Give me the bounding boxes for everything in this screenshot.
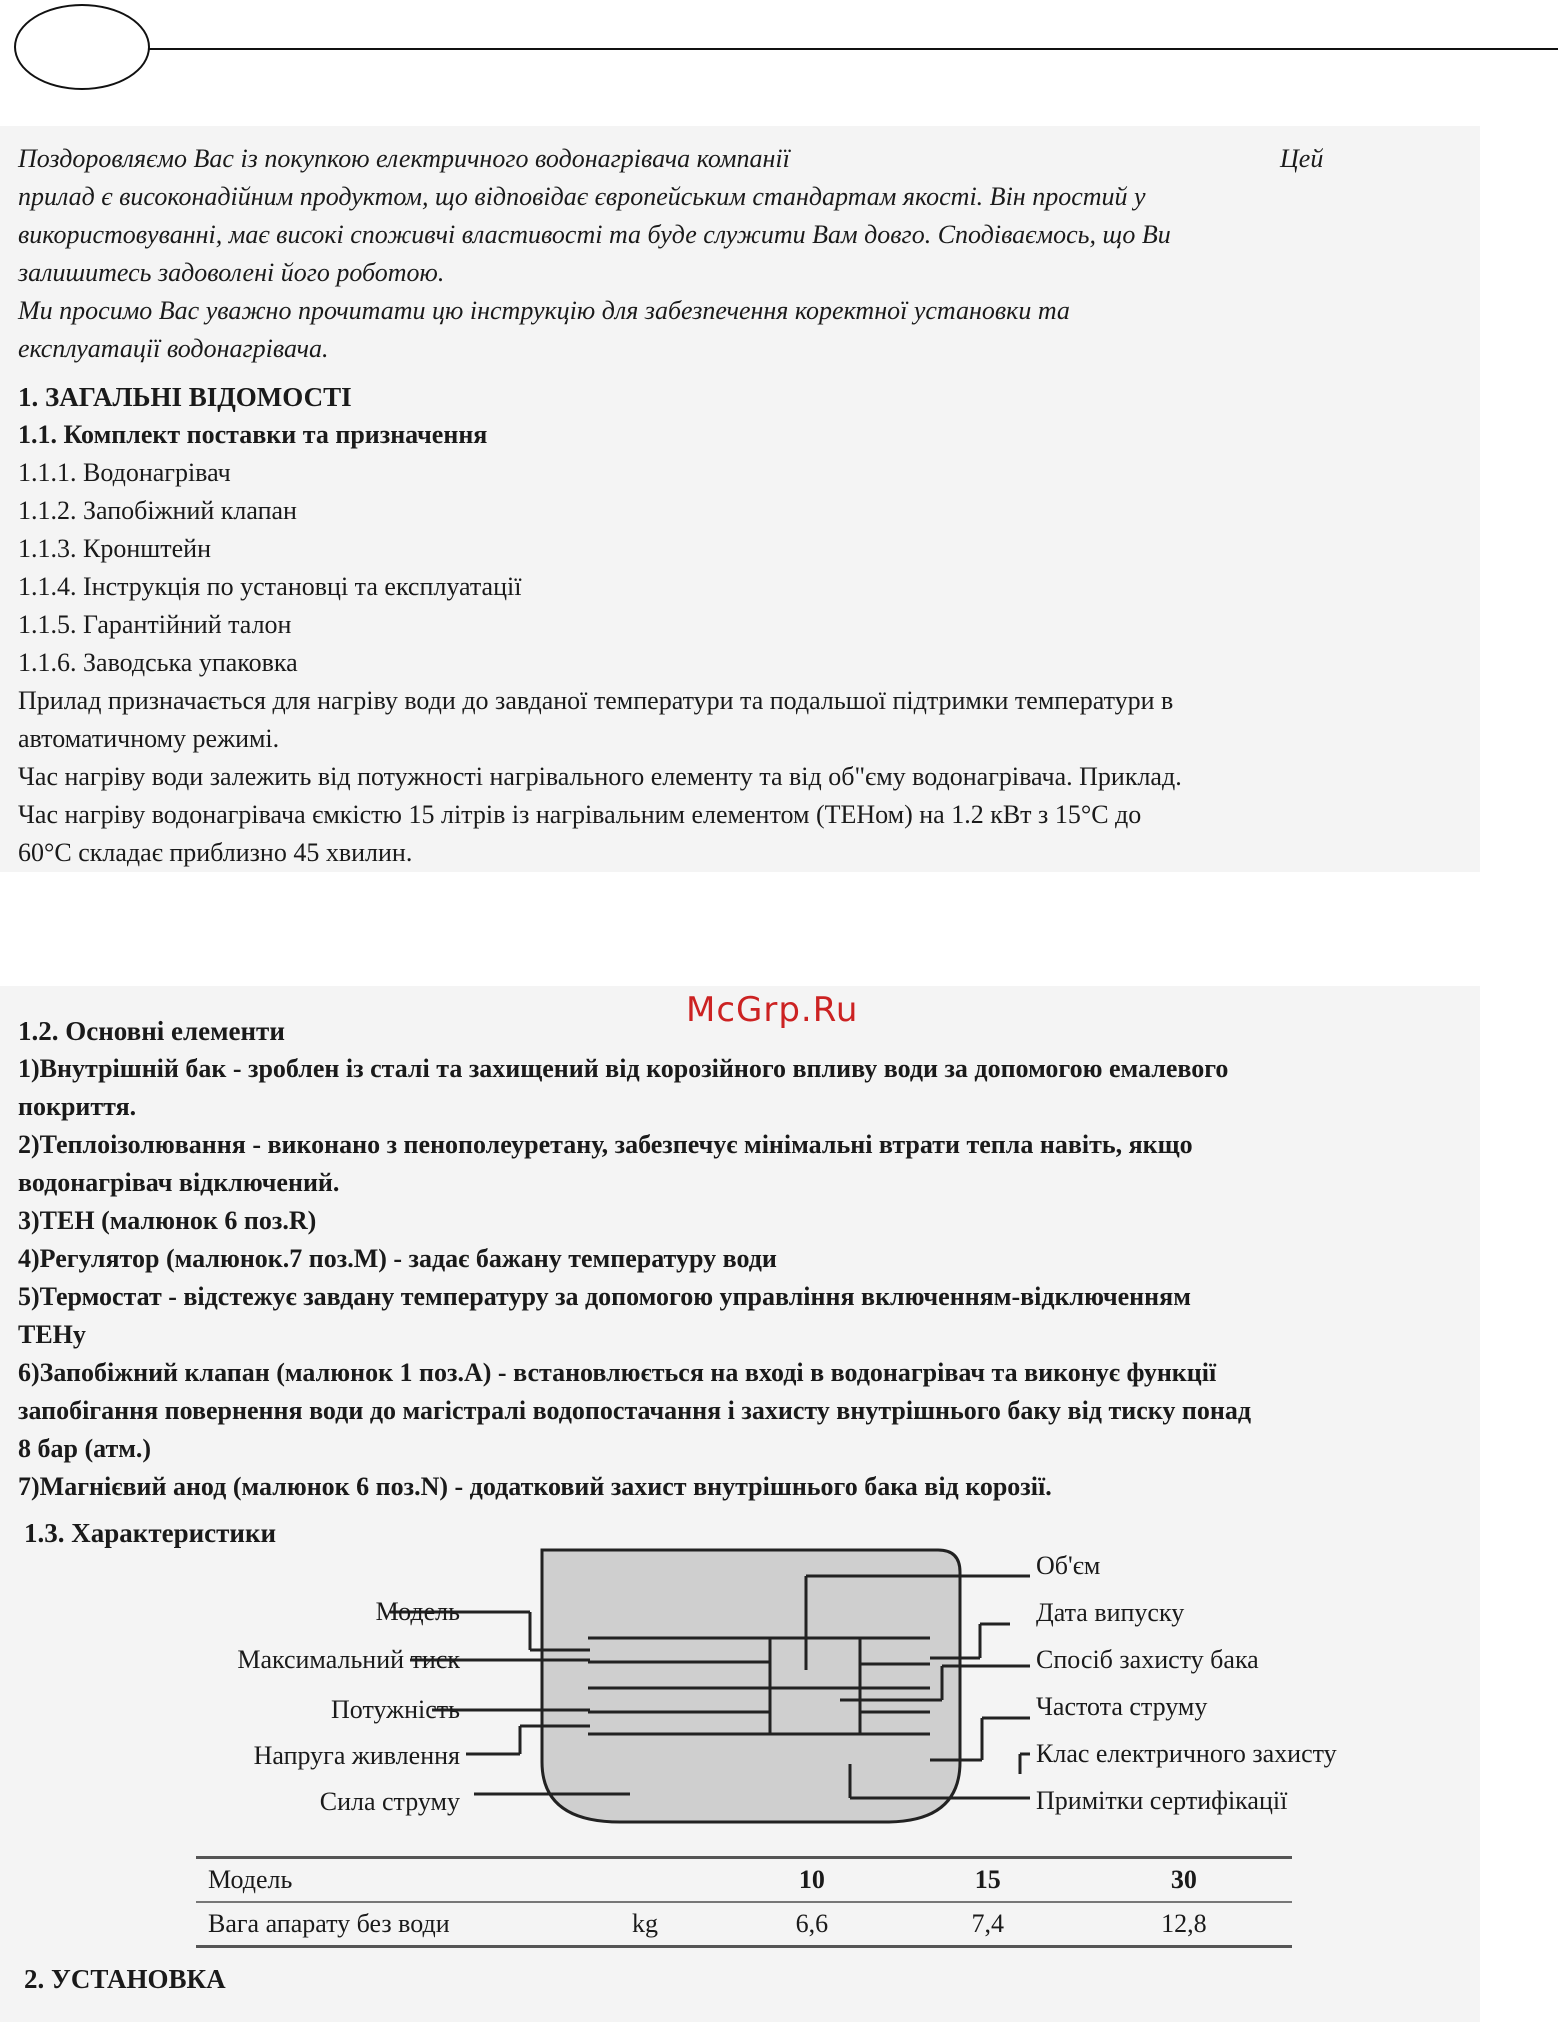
page-number-oval: [14, 4, 150, 90]
weights-table: [196, 1856, 1292, 1948]
table-header-cell: 15: [900, 1858, 1076, 1903]
plate-label-tank-protection: Спосіб захисту бака: [1036, 1645, 1259, 1674]
table-header-cell: 10: [724, 1858, 900, 1903]
watermark: McGrp.Ru: [686, 990, 859, 1030]
intro-line: Ми просимо Вас уважно прочитати цю інструкцію для забезпечення коректної установки та: [18, 296, 1070, 325]
plate-label-frequency: Частота струму: [1036, 1692, 1208, 1721]
section-1-3-title: 1.3. Характеристики: [24, 1518, 277, 1548]
heat-time-text: Час нагріву водонагрівача ємкістю 15 літрів із нагрівальним елементом (ТЕНом) на 1.2 кВт з 15°С до: [18, 800, 1142, 829]
table-header-cell: [620, 1858, 724, 1903]
element-line: водонагрівач відключений.: [18, 1168, 340, 1197]
intro-line: залишитесь задоволені його роботою.: [18, 258, 445, 287]
table-cell: 6,6: [795, 1909, 829, 1938]
kit-item: 1.1.3. Кронштейн: [18, 534, 212, 563]
element-line: покриття.: [18, 1092, 137, 1121]
element-line: 7)Магнієвий анод (малюнок 6 поз.N) - додатковий захист внутрішнього бака від корозії.: [18, 1472, 1052, 1501]
intro-line: використовуванні, має високі споживчі властивості та буде служити Вам довго. Сподіваємось, що Ви: [18, 220, 1171, 249]
plate-label-model: Модель: [375, 1597, 460, 1626]
element-line: 6)Запобіжний клапан (малюнок 1 поз.А) - встановлюється на вході в водонагрівач та виконує функції: [18, 1358, 1217, 1387]
table-cell: kg: [632, 1909, 658, 1938]
purpose-text: Прилад призначається для нагріву води до завданої температури та подальшої підтримки температури в: [18, 686, 1174, 715]
element-line: 2)Теплоізолювання - виконано з пенополеуретану, забезпечує мінімальні втрати тепла навіть, якщо: [18, 1130, 1193, 1159]
kit-item: 1.1.4. Інструкція по установці та експлуатації: [18, 572, 522, 601]
table-row: [196, 1902, 1292, 1947]
plate-label-current: Сила струму: [319, 1787, 460, 1816]
section-2-title: 2. УСТАНОВКА: [24, 1964, 226, 1994]
element-line: 4)Регулятор (малюнок.7 поз.M) - задає бажану температуру води: [18, 1244, 777, 1273]
element-line: 3)ТЕН (малюнок 6 поз.R): [18, 1206, 317, 1235]
table-cell: 12,8: [1161, 1909, 1207, 1938]
kit-item: 1.1.1. Водонагрівач: [18, 458, 231, 487]
table-cell: Вага апарату без води: [208, 1909, 450, 1938]
plate-label-max-pressure: Максимальний тиск: [237, 1645, 460, 1674]
plate-label-protection-class: Клас електричного захисту: [1036, 1739, 1337, 1768]
section-1-title: 1. ЗАГАЛЬНІ ВІДОМОСТІ: [18, 382, 352, 412]
plate-label-voltage: Напруга живлення: [253, 1741, 460, 1770]
table-row: [196, 1858, 1292, 1903]
intro-line: прилад є високонадійним продуктом, що відповідає європейським стандартам якості. Він простий у: [18, 182, 1146, 211]
element-line: запобігання повернення води до магістралі водопостачання і захисту внутрішнього баку від тиску понад: [18, 1396, 1251, 1425]
element-line: 5)Термостат - відстежує завдану температуру за допомогою управління включенням-відключенням: [18, 1282, 1191, 1311]
purpose-text: автоматичному режимі.: [18, 724, 280, 753]
plate-label-certification: Примітки сертифікації: [1036, 1786, 1288, 1815]
element-line: 1)Внутрішній бак - зроблен із сталі та захищений від корозійного впливу води за допомогою емалевого: [18, 1054, 1229, 1083]
plate-label-production-date: Дата випуску: [1036, 1598, 1185, 1627]
section-1-1-title: 1.1. Комплект поставки та призначення: [18, 420, 488, 449]
heat-time-text: Час нагріву води залежить від потужності нагрівального елементу та від об"єму водонагрівача. Приклад.: [18, 762, 1182, 791]
intro-text: Поздоровляємо Вас із покупкою електричного водонагрівача компанії: [18, 144, 790, 173]
table-header-cell: 30: [1076, 1858, 1292, 1903]
intro-line: експлуатації водонагрівача.: [18, 334, 329, 363]
header-rule: [148, 48, 1558, 50]
kit-item: 1.1.6. Заводська упаковка: [18, 648, 298, 677]
kit-item: 1.1.5. Гарантійний талон: [18, 610, 292, 639]
element-line: ТЕНу: [18, 1320, 86, 1349]
kit-item: 1.1.2. Запобіжний клапан: [18, 496, 297, 525]
plate-label-power: Потужність: [331, 1695, 460, 1724]
element-line: 8 бар (атм.): [18, 1434, 152, 1463]
rating-plate: [542, 1550, 960, 1822]
plate-label-volume: Об'єм: [1036, 1551, 1101, 1580]
table-header-cell: Модель: [196, 1858, 620, 1903]
intro-line: [18, 140, 1324, 178]
heat-time-text: 60°С складає приблизно 45 хвилин.: [18, 838, 413, 867]
intro-text: Цей: [1280, 144, 1324, 173]
section-1-2-title: 1.2. Основні елементи: [18, 1016, 285, 1046]
table-cell: 7,4: [971, 1909, 1005, 1938]
